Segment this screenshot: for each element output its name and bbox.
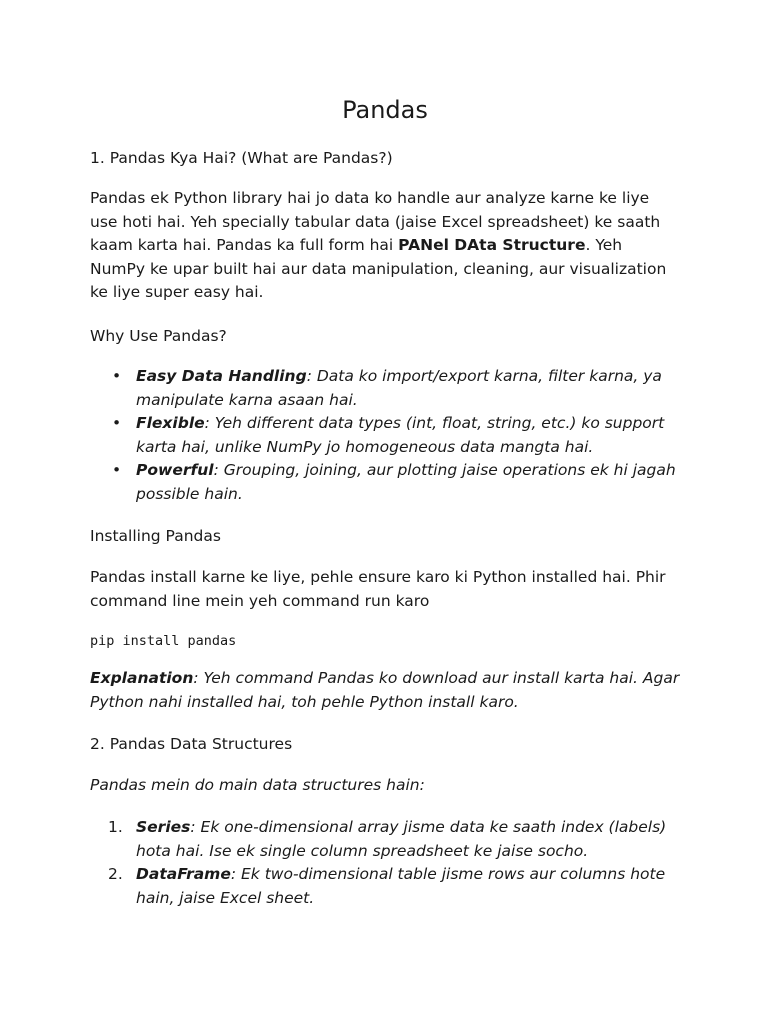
list-item [90,816,680,863]
explanation-term: Explanation [90,669,194,687]
list-item-desc: : Ek one-dimensional array jisme data ke saath index (labels) hota hai. Ise ek single column spreadsheet ke jaise socho. [136,818,667,860]
section-heading-installing-pandas: Installing Pandas [90,527,221,545]
list-item [90,863,680,910]
list-item-term: Flexible [136,414,205,432]
install-command-code: pip install pandas [90,633,237,649]
section-heading-what-are-pandas: 1. Pandas Kya Hai? (What are Pandas?) [90,149,393,167]
list-item-term: Powerful [136,461,214,479]
why-use-list [90,365,680,506]
list-item [90,412,680,459]
list-number: 1. [108,818,123,836]
list-item [90,365,680,412]
list-item-desc: : Ek two-dimensional table jisme rows aur columns hote hain, jaise Excel sheet. [136,865,666,907]
list-item-desc: : Data ko import/export karna, filter karna, ya manipulate karna asaan hai. [136,367,662,409]
list-item-term: DataFrame [136,865,231,883]
list-item-term: Series [136,818,191,836]
explanation-text: : Yeh command Pandas ko download aur install karta hai. Agar Python nahi installed hai, toh pehle Python install karo. [90,669,680,711]
data-structures-intro: Pandas mein do main data structures hain: [90,776,425,794]
intro-text-end: . Yeh NumPy ke upar built hai aur data manipulation, cleaning, aur visualization ke liye super easy hai. [90,236,667,301]
list-item-desc: : Yeh different data types (int, float, string, etc.) ko support karta hai, unlike NumPy jo homogeneous data mangta hai. [136,414,665,456]
install-paragraph: Pandas install karne ke liye, pehle ensure karo ki Python installed hai. Phir command line mein yeh command run karo [90,568,666,610]
intro-paragraph [90,187,680,305]
section-heading-why-use-pandas: Why Use Pandas? [90,327,227,345]
bullet-marker: • [112,414,122,432]
bullet-marker: • [112,461,122,479]
list-item-desc: : Grouping, joining, aur plotting jaise operations ek hi jagah possible hain. [136,461,676,503]
list-item-term: Easy Data Handling [136,367,307,385]
list-number: 2. [108,865,123,883]
bullet-marker: • [112,367,122,385]
explanation-paragraph [90,667,680,714]
page-title: Pandas [342,96,428,124]
list-item [90,459,680,506]
section-heading-data-structures: 2. Pandas Data Structures [90,735,293,753]
data-structures-list [90,816,680,910]
intro-term-panel-data-structure: PANel DAta Structure [398,236,586,254]
intro-text-start: Pandas ek Python library hai jo data ko handle aur analyze karne ke liye use hoti hai. Yeh specially tabular data (jaise Excel spreadsheet) ke saath kaam karta hai. Pandas ka full form hai [90,189,661,254]
